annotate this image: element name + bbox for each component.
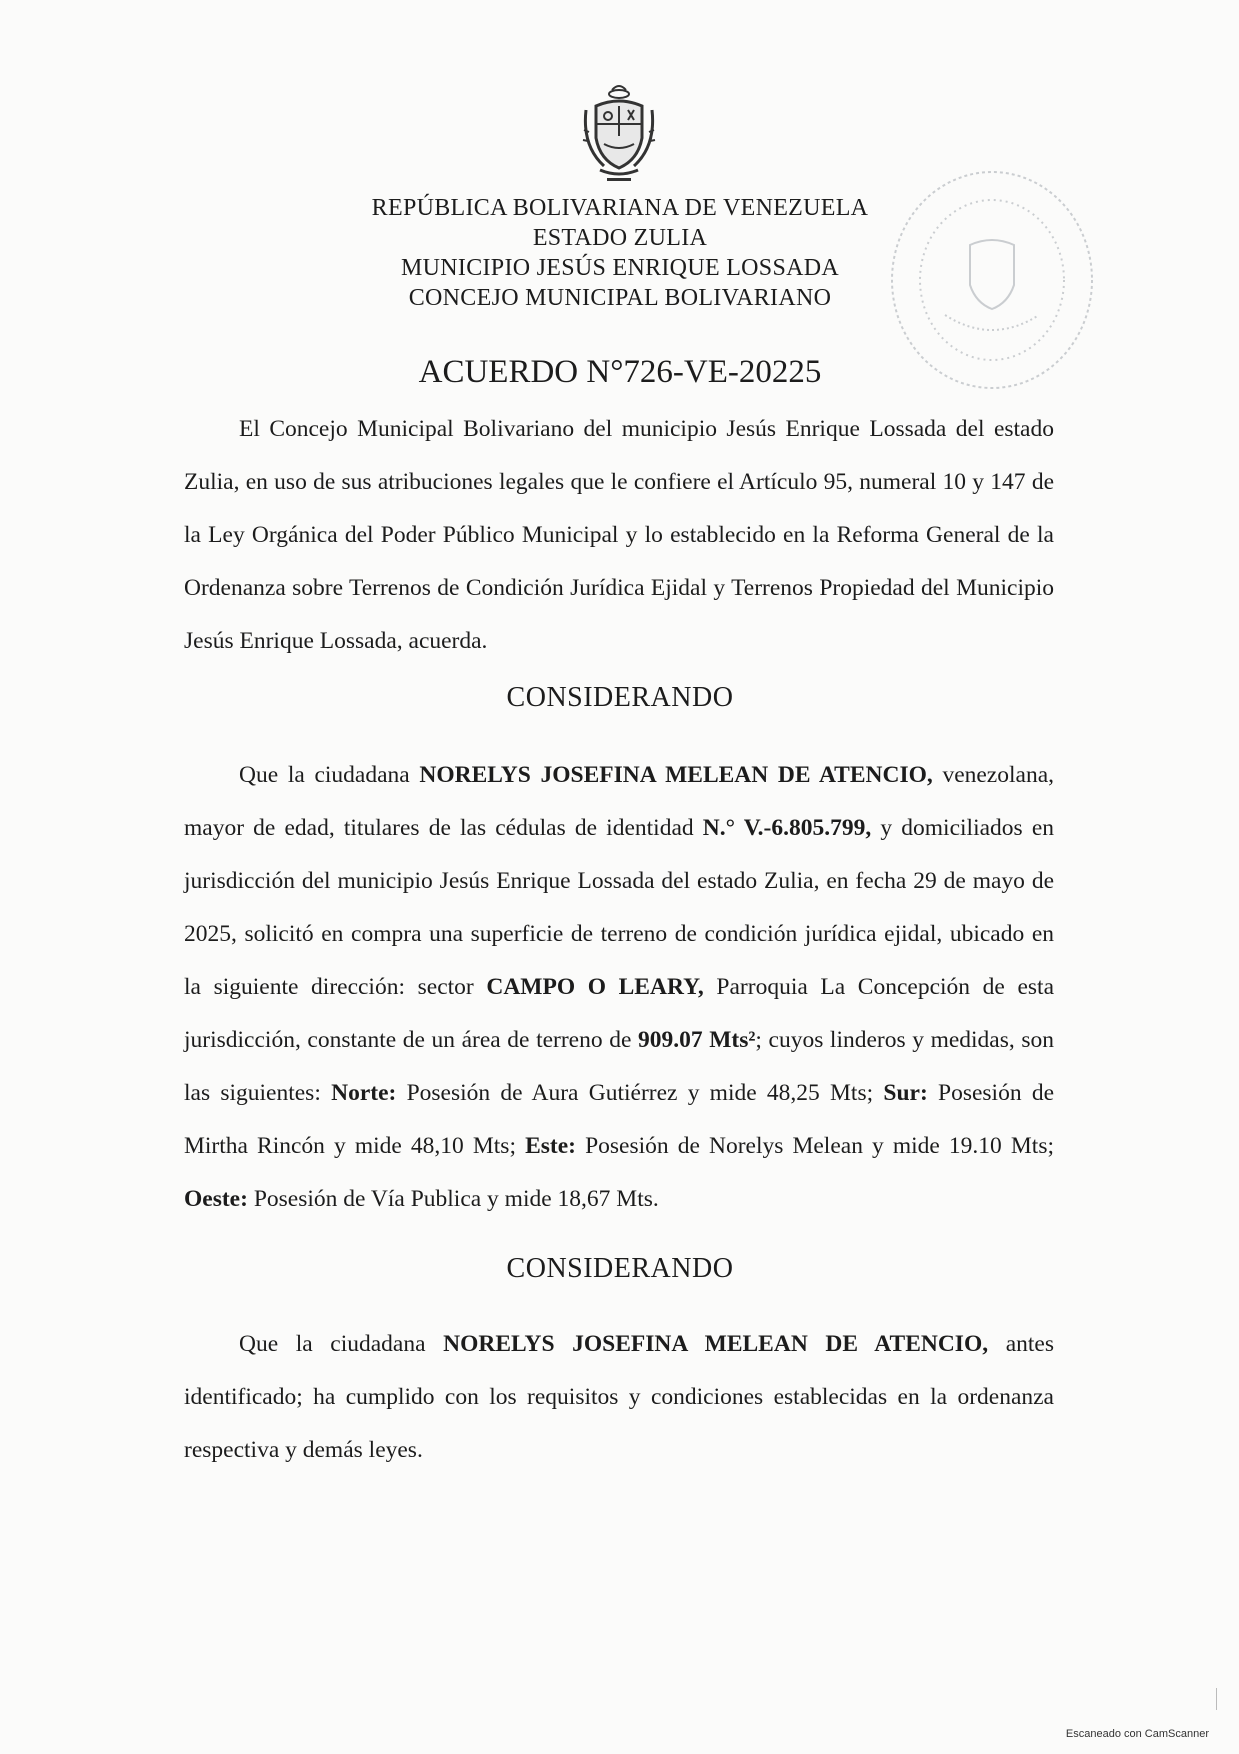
p2-text-1: Que la ciudadana: [239, 762, 420, 788]
header-state: ESTADO ZULIA: [532, 225, 708, 251]
header-council: CONCEJO MUNICIPAL BOLIVARIANO: [408, 285, 832, 311]
agreement-title: ACUERDO N°726-VE-20225: [418, 354, 822, 390]
p2-text-4: Parroquia La Concepción de esta jurisdicción, constante de un área de terreno de: [184, 974, 1054, 1053]
p2-sur-label: Sur:: [883, 1080, 928, 1106]
header-municipality: MUNICIPIO JESÚS ENRIQUE LOSSADA: [401, 255, 839, 281]
p2-oeste-label: Oeste:: [184, 1186, 248, 1212]
considerando-heading-2: CONSIDERANDO: [506, 1253, 734, 1284]
p2-area: 909.07 Mts²: [637, 1027, 756, 1053]
coat-of-arms-emblem: [574, 80, 664, 188]
p2-sur: Posesión de Mirtha Rincón y mide 48,10 Mts;: [184, 1080, 1055, 1159]
p3-citizen-name: NORELYS JOSEFINA MELEAN DE ATENCIO,: [443, 1331, 989, 1357]
header-republic: REPÚBLICA BOLIVARIANA DE VENEZUELA: [371, 195, 869, 221]
intro-text: El Concejo Municipal Bolivariano del municipio Jesús Enrique Lossada del estado Zulia, en uso de sus atribuciones legales que le confiere el Artículo 95, numeral 10 y 147 de la Ley Orgánica del Poder Público Municipal y lo establecido en la Reforma General de la Ordenanza sobre Terrenos de Condición Jurídica Ejidal y Terrenos Propiedad del Municipio Jesús Enrique Lossada, acuerda.: [184, 416, 1054, 654]
p2-oeste: Posesión de Vía Publica y mide 18,67 Mts.: [247, 1186, 659, 1212]
p2-norte-label: Norte:: [331, 1080, 397, 1106]
p3-text-2: antes identificado; ha cumplido con los requisitos y condiciones establecidas en la ordenanza respectiva y demás leyes.: [184, 1331, 1054, 1463]
p2-este: Posesión de Norelys Melean y mide 19.10 Mts;: [575, 1133, 1054, 1159]
scan-edge-mark: [1216, 1688, 1217, 1710]
p2-citizen-name: NORELYS JOSEFINA MELEAN DE ATENCIO,: [419, 762, 933, 788]
considerando-paragraph-1: [184, 749, 1054, 1226]
document-header: [300, 193, 940, 313]
p2-sector: CAMPO O LEARY,: [486, 974, 704, 1000]
p2-text-5: ; cuyos linderos y medidas, son las siguientes:: [184, 1027, 1054, 1106]
intro-paragraph: [184, 403, 1054, 668]
p2-este-label: Este:: [525, 1133, 576, 1159]
considerando-paragraph-2: [184, 1318, 1054, 1477]
scanner-watermark: Escaneado con CamScanner: [1065, 1728, 1209, 1740]
p2-text-3: y domiciliados en jurisdicción del municipio Jesús Enrique Lossada del estado Zulia, en fecha 29 de mayo de 2025, solicitó en compra una superficie de terreno de condición jurídica ejidal, ubicado en la siguiente dirección: sector: [184, 815, 1054, 1000]
considerando-heading-1: CONSIDERANDO: [506, 682, 734, 713]
p2-cedula: N.° V.-6.805.799,: [702, 815, 872, 841]
p2-norte: Posesión de Aura Gutiérrez y mide 48,25 Mts;: [396, 1080, 884, 1106]
p2-text-2: venezolana, mayor de edad, titulares de las cédulas de identidad: [184, 762, 1054, 841]
p3-text-1: Que la ciudadana: [239, 1331, 444, 1357]
